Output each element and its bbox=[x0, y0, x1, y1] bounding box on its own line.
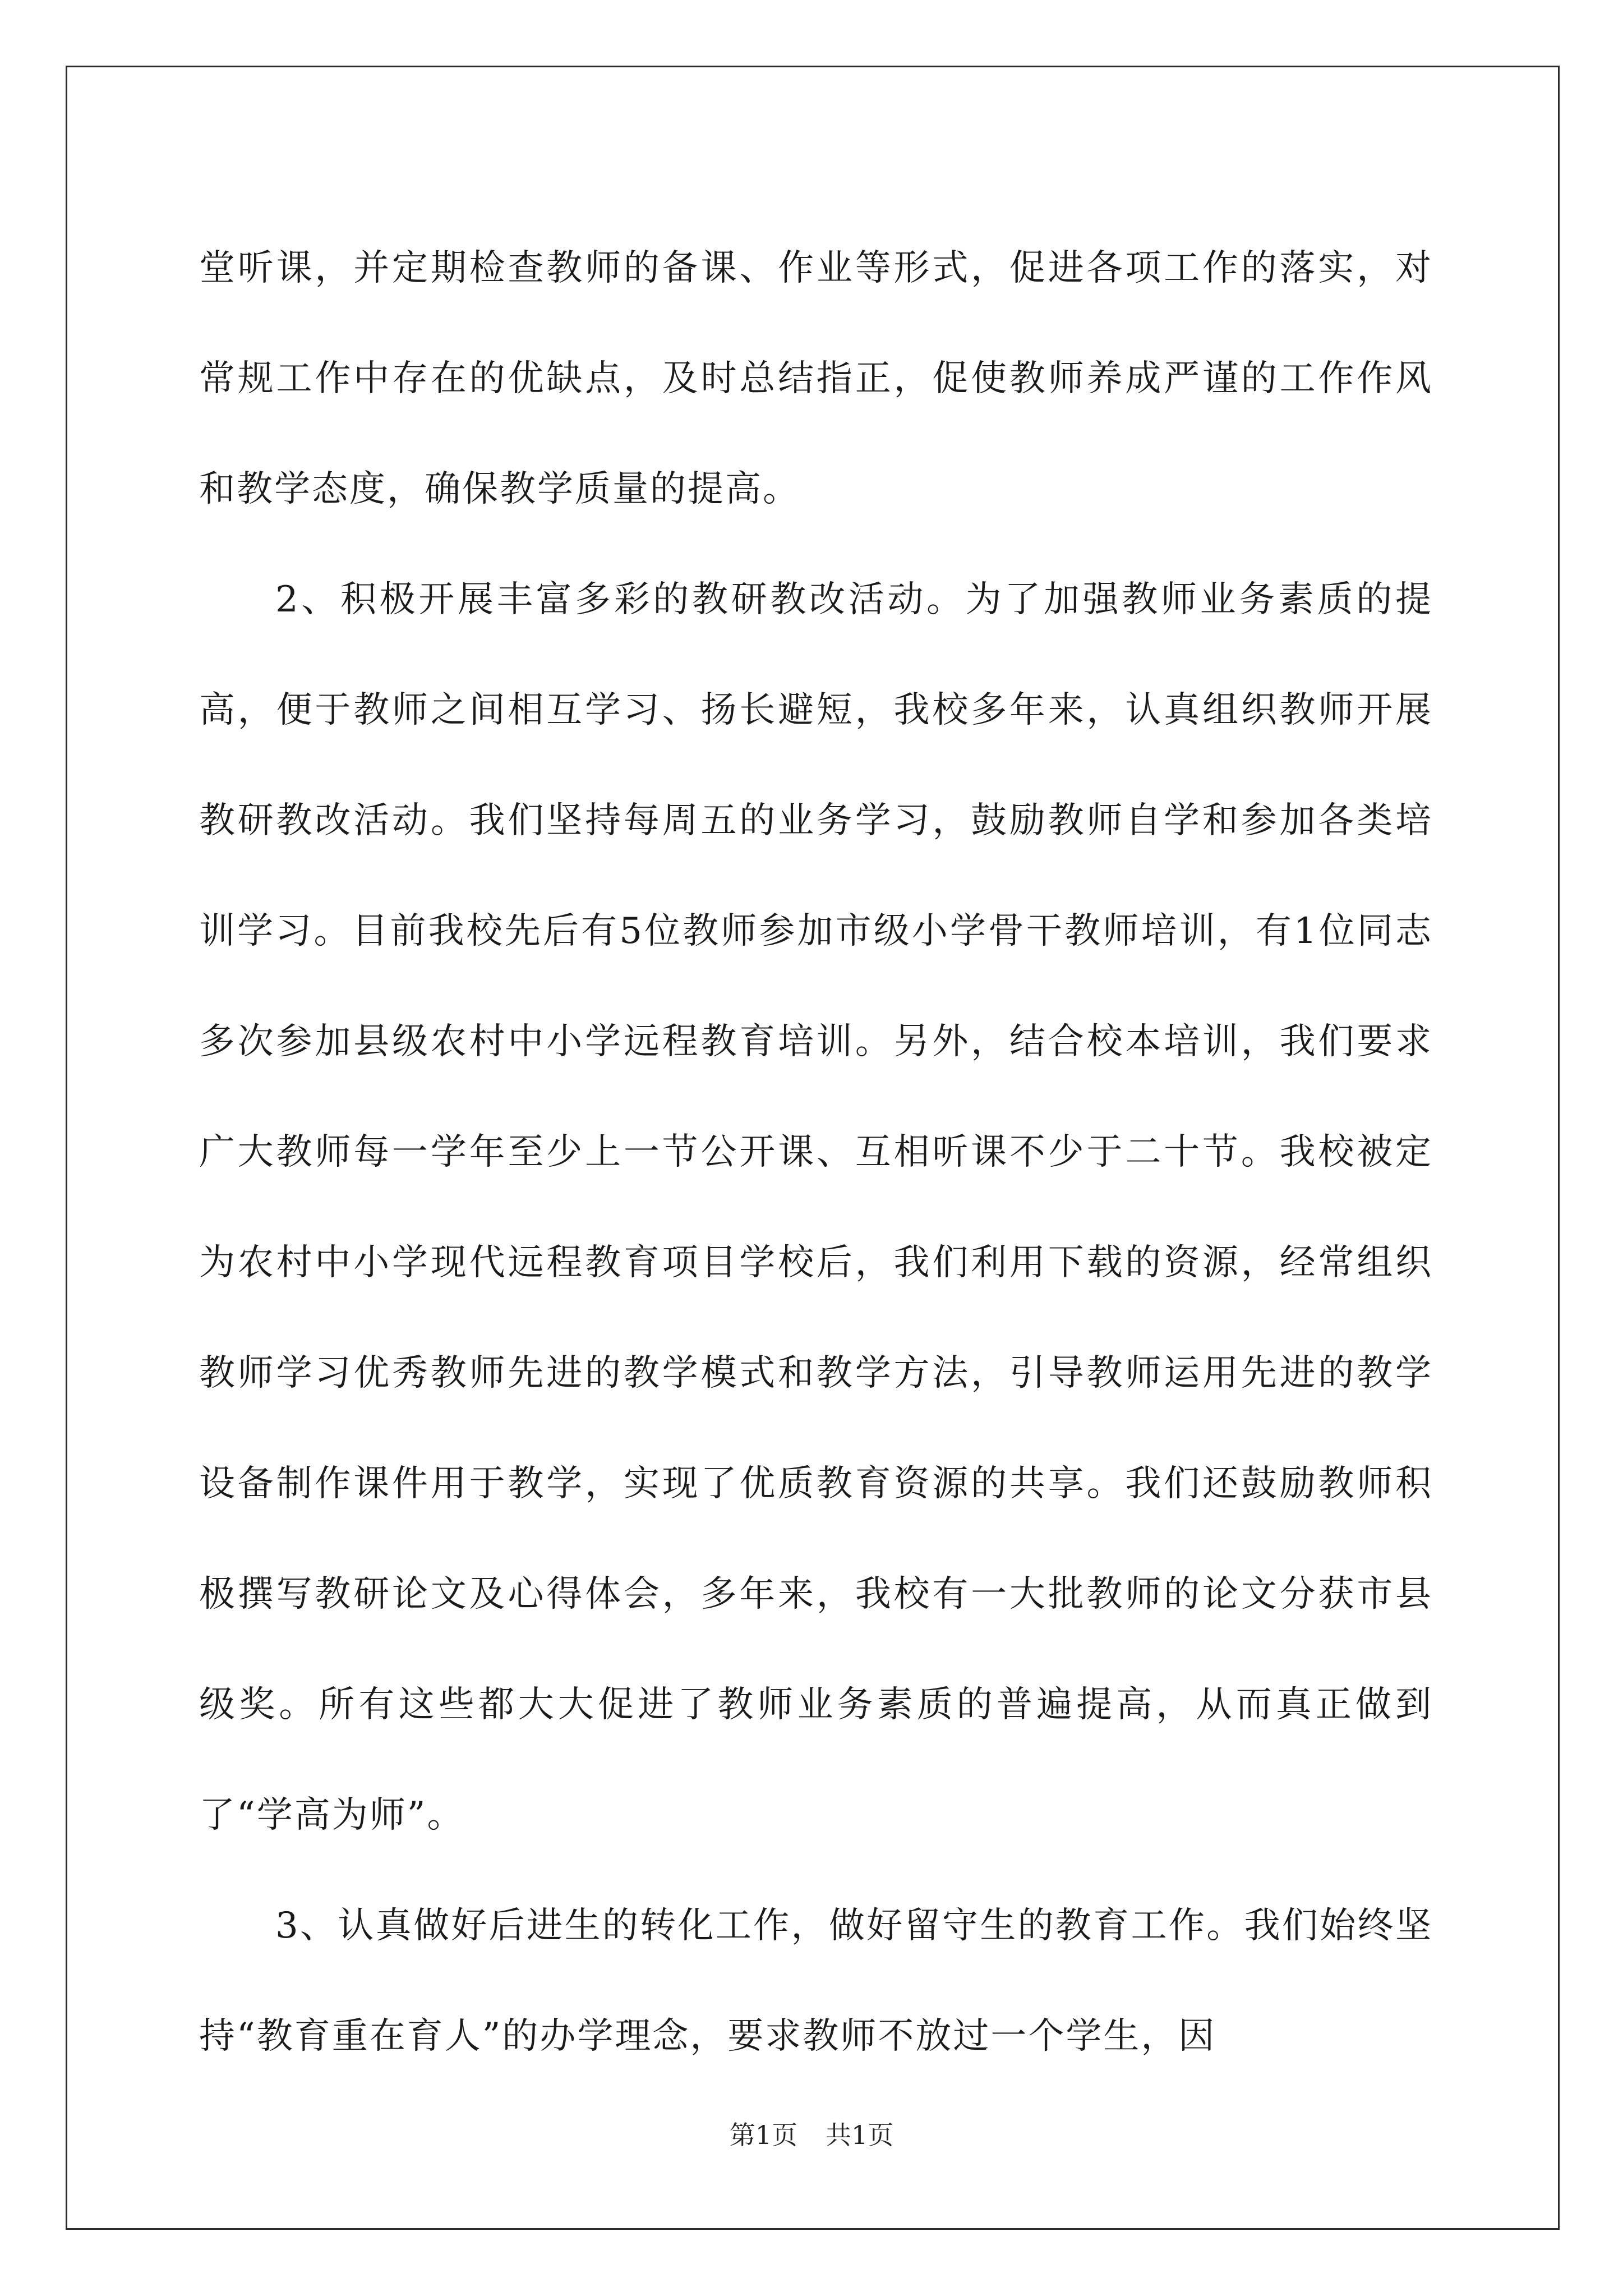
paragraph-continued: 堂听课，并定期检查教师的备课、作业等形式，促进各项工作的落实，对常规工作中存在的优缺点，及时总结指正，促使教师养成严谨的工作作风和教学态度，确保教学质量的提高。 bbox=[199, 247, 1433, 510]
paragraph-item-3: 3、认真做好后进生的转化工作，做好留守生的教育工作。我们始终坚持“教育重在育人”的办学理念，要求教师不放过一个学生，因 bbox=[199, 1905, 1433, 2057]
document-body bbox=[199, 213, 1433, 2092]
page-footer bbox=[0, 2115, 1623, 2152]
page-total: 共1页 bbox=[826, 2120, 894, 2150]
page-number: 第1页 bbox=[729, 2120, 797, 2150]
paragraph-item-2: 2、积极开展丰富多彩的教研教改活动。为了加强教师业务素质的提高，便于教师之间相互学习、扬长避短，我校多年来，认真组织教师开展教研教改活动。我们坚持每周五的业务学习，鼓励教师自学和参加各类培训学习。目前我校先后有5位教师参加市级小学骨干教师培训，有1位同志多次参加县级农村中小学远程教育培训。另外，结合校本培训，我们要求广大教师每一学年至少上一节公开课、互相听课不少于二十节。我校被定为农村中小学现代远程教育项目学校后，我们利用下载的资源，经常组织教师学习优秀教师先进的教学模式和教学方法，引导教师运用先进的教学设备制作课件用于教学，实现了优质教育资源的共享。我们还鼓励教师积极撰写教研论文及心得体会，多年来，我校有一大批教师的论文分获市县级奖。所有这些都大大促进了教师业务素质的普遍提高，从而真正做到了“学高为师”。 bbox=[199, 579, 1433, 1836]
